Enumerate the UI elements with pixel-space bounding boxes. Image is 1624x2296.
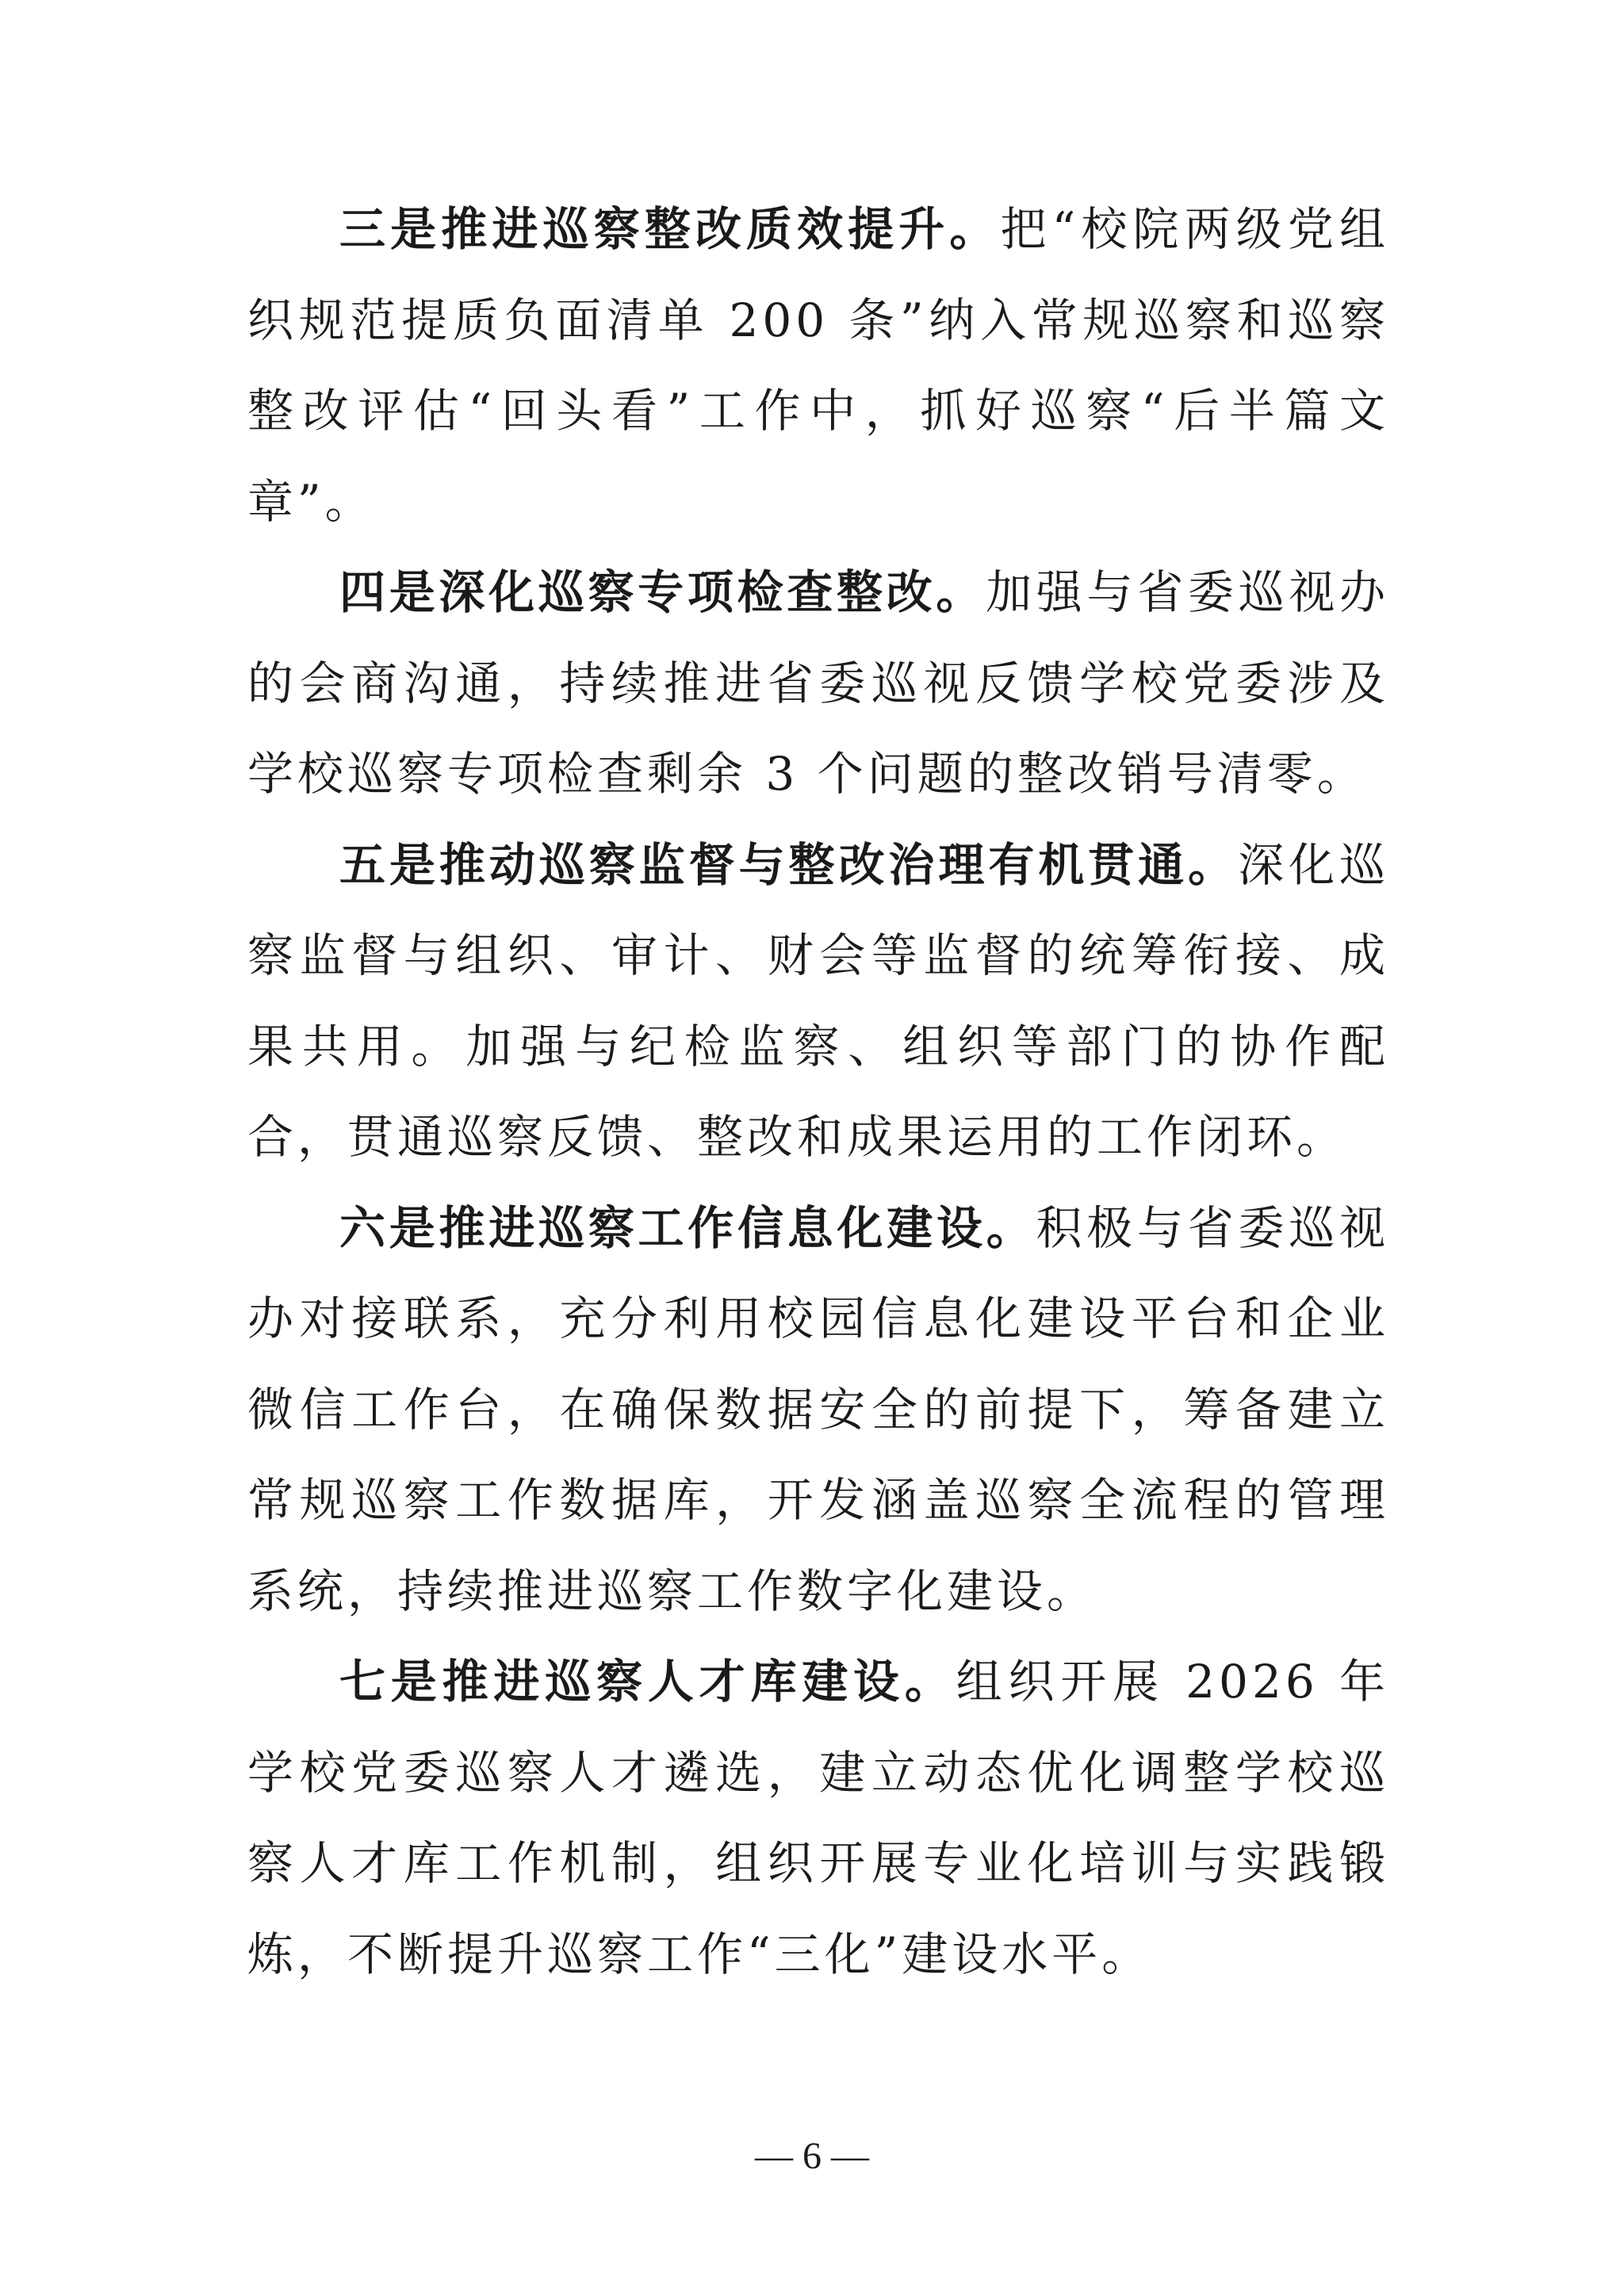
paragraph-3	[247, 184, 1389, 547]
paragraph-heading: 七是推进巡察人才库建设。	[339, 1655, 956, 1709]
paragraph-6	[247, 1183, 1389, 1637]
paragraph-text: 组织开展 2026 年学校党委巡察人才遴选，建立动态优化调整学校巡察人才库工作机制，组织开展专业化培训与实践锻炼，不断提升巡察工作“三化”建设水平。	[247, 1655, 1389, 1981]
paragraph-text: 深化巡察监督与组织、审计、财会等监督的统筹衔接、成果共用。加强与纪检监察、组织等部门的协作配合，贯通巡察反馈、整改和成果运用的工作闭环。	[247, 837, 1389, 1164]
paragraph-text: 积极与省委巡视办对接联系，充分利用校园信息化建设平台和企业微信工作台，在确保数据安全的前提下，筹备建立常规巡察工作数据库，开发涵盖巡察全流程的管理系统，持续推进巡察工作数字化建设。	[247, 1200, 1389, 1618]
paragraph-5	[247, 820, 1389, 1183]
paragraph-4	[247, 547, 1389, 820]
document-body	[247, 184, 1389, 1999]
paragraph-heading: 三是推进巡察整改质效提升。	[339, 202, 1001, 256]
paragraph-heading: 四是深化巡察专项检查整改。	[339, 565, 986, 619]
paragraph-heading: 五是推动巡察监督与整改治理有机贯通。	[339, 837, 1239, 892]
paragraph-text: 加强与省委巡视办的会商沟通，持续推进省委巡视反馈学校党委涉及学校巡察专项检查剩余 3 个问题的整改销号清零。	[247, 565, 1389, 801]
page-number: — 6 —	[755, 2135, 869, 2177]
paragraph-7	[247, 1636, 1389, 1999]
paragraph-text: 把“校院两级党组织规范提质负面清单 200 条”纳入常规巡察和巡察整改评估“回头看”工作中，抓好巡察“后半篇文章”。	[247, 202, 1389, 529]
paragraph-heading: 六是推进巡察工作信息化建设。	[339, 1200, 1036, 1255]
